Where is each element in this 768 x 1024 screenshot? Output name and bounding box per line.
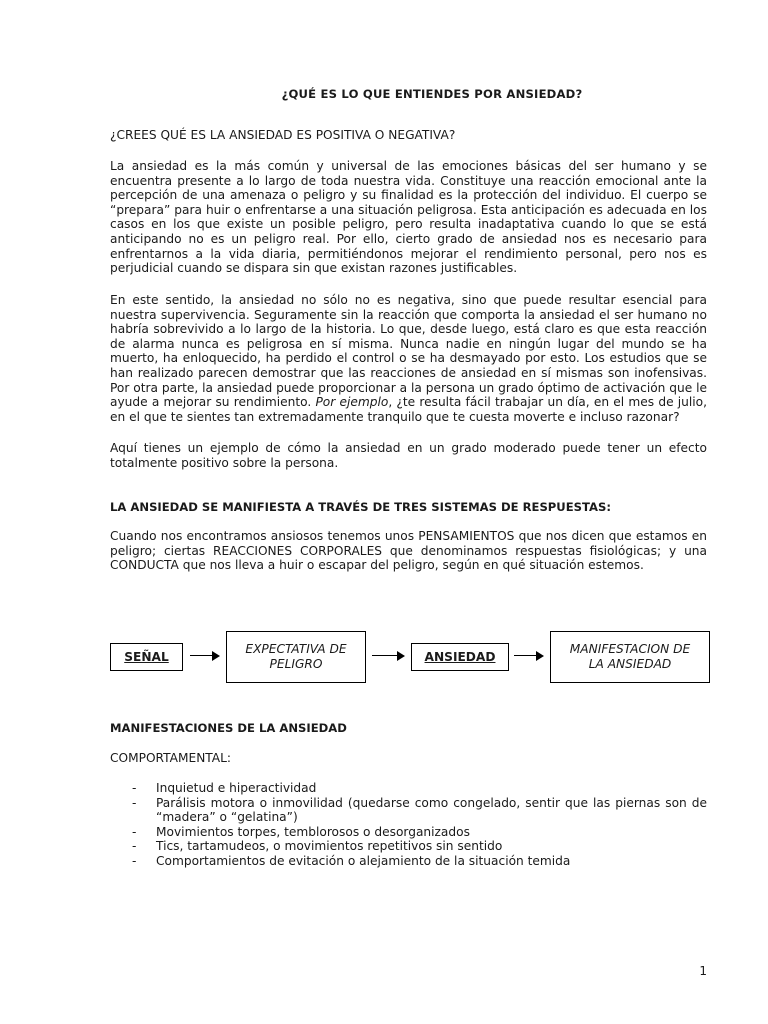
- diagram-box-signal: SEÑAL: [110, 643, 183, 671]
- heading-manifestations: MANIFESTACIONES DE LA ANSIEDAD: [110, 721, 347, 735]
- list-item: - Inquietud e hiperactividad: [132, 781, 317, 795]
- behavioral-list: [110, 781, 707, 869]
- list-item: - Comportamientos de evitación o alejamiento de la situación temida: [132, 853, 571, 868]
- diagram-box-anxiety-manifestation: MANIFESTACION DE LA ANSIEDAD: [550, 631, 710, 683]
- paragraph-three-systems: Cuando nos encontramos ansiosos tenemos unos PENSAMIENTOS que nos dicen que estamos en peligro; ciertas REACCIONES CORPORALES que denominamos respuestas fisiológicas; y una CONDUCTA que nos lleva a huir o escapar del peligro, según en qué situación estemos.: [110, 529, 707, 573]
- heading-response-systems: LA ANSIEDAD SE MANIFIESTA A TRAVÉS DE TRES SISTEMAS DE RESPUESTAS:: [110, 500, 611, 514]
- arrow-right-icon: [372, 651, 405, 661]
- list-item: - Parálisis motora o inmovilidad (quedarse como congelado, sentir que las piernas son de “madera” o “gelatina”): [132, 795, 707, 825]
- list-item: - Movimientos torpes, temblorosos o desorganizados: [132, 824, 470, 839]
- diagram-box-anxiety: ANSIEDAD: [411, 643, 509, 671]
- paragraph-moderate-example: Aquí tienes un ejemplo de cómo la ansiedad en un grado moderado puede tener un efecto totalmente positivo sobre la persona.: [110, 441, 707, 470]
- document-title: ¿QUÉ ES LO QUE ENTIENDES POR ANSIEDAD?: [281, 87, 583, 101]
- paragraph-definition: La ansiedad es la más común y universal de las emociones básicas del ser humano y se encuentra presente a lo largo de toda nuestra vida. Constituye una reacción emocional ante la percepción de una amenaza o peligro y su finalidad es la protección del individuo. El cuerpo se “prepara” para huir o enfrentarse a una situación peligrosa. Esta anticipación es adecuada en los casos en los que existe un posible peligro, pero resulta inadaptativa cuando lo que se está anticipando no es un peligro real. Por ello, cierto grado de ansiedad nos es necesario para enfrentarnos a la vida diaria, permitiéndonos mejorar el rendimiento personal, pero nos es perjudicial cuando se dispara sin que existan razones justificables.: [110, 159, 707, 276]
- paragraph-example-italic: Por ejemplo: [315, 395, 389, 410]
- paragraph-positive-anxiety: [110, 293, 707, 424]
- paragraph-positive-anxiety-text: En este sentido, la ansiedad no sólo no es negativa, sino que puede resultar esencial para nuestra supervivencia. Seguramente sin la reacción que comporta la ansiedad el ser humano no habría sobrevivido a lo largo de la historia. Lo que, desde luego, está claro es que esta reacción de alarma nunca es peligrosa en sí misma. Nunca nadie en ningún lugar del mundo se ha muerto, ha enloquecido, ha perdido el control o se ha desmayado por esto. Los estudios que se han realizado parecen demostrar que las reacciones de ansiedad en sí mismas son inofensivas. Por otra parte, la ansiedad puede proporcionar a la persona un grado óptimo de activación que le ayude a mejorar su rendimiento.: [110, 293, 707, 410]
- arrow-right-icon: [514, 651, 544, 661]
- list-item: - Tics, tartamudeos, o movimientos repetitivos sin sentido: [132, 839, 503, 854]
- subheading-behavioral: COMPORTAMENTAL:: [110, 751, 232, 765]
- page-number: 1: [699, 964, 707, 978]
- diagram-box-expected-danger: EXPECTATIVA DE PELIGRO: [226, 631, 366, 683]
- arrow-right-icon: [190, 651, 220, 661]
- paragraph-positive-anxiety-end: , ¿te resulta fácil trabajar un día, en el mes de julio, en el que te sientes tan extremadamente tranquilo que te cuesta moverte e incluso razonar?: [110, 395, 708, 424]
- question-line: ¿CREES QUÉ ES LA ANSIEDAD ES POSITIVA O NEGATIVA?: [110, 128, 456, 142]
